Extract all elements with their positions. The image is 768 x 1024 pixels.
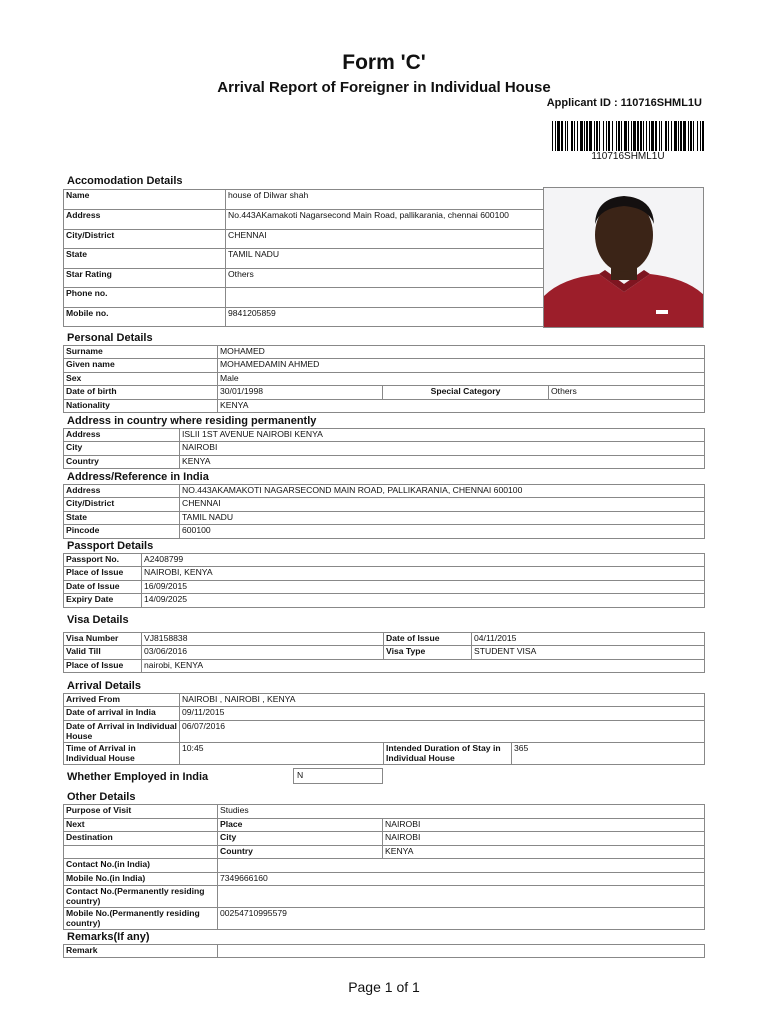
mobile-india-label: Mobile No.(in India): [64, 873, 218, 886]
section-remarks: Remarks(If any): [67, 931, 150, 943]
table-row: [64, 819, 705, 832]
other-table: [63, 804, 705, 930]
visa-place-label: Place of Issue: [64, 660, 142, 673]
table-row: [64, 512, 705, 525]
accommodation-city: CHENNAI: [226, 230, 544, 249]
contact-india-label: Contact No.(in India): [64, 859, 218, 873]
form-title: Form 'C': [342, 51, 426, 74]
special-category: Others: [549, 386, 705, 400]
surname: MOHAMED: [218, 346, 705, 359]
given-name: MOHAMEDAMIN AHMED: [218, 359, 705, 373]
mobile-perm-label: Mobile No.(Permanently residing country): [64, 908, 218, 930]
india-city: CHENNAI: [180, 498, 705, 512]
table-row: [64, 400, 705, 413]
table-row: [64, 190, 544, 210]
mobile-india: 7349666160: [218, 873, 705, 886]
accommodation-phone: [226, 288, 544, 308]
table-row: [64, 498, 705, 512]
table-row: [64, 373, 705, 386]
next-label: Next: [64, 819, 218, 832]
remarks-table: [63, 944, 705, 958]
applicant-id-label: Applicant ID :: [546, 97, 618, 109]
table-row: [64, 288, 544, 308]
applicant-id: [547, 97, 702, 109]
applicant-id-value: 110716SHML1U: [620, 97, 702, 109]
perm-city-label: City: [64, 442, 180, 456]
page-number: Page 1 of 1: [348, 979, 420, 995]
accommodation-mobile-label: Mobile no.: [64, 308, 226, 327]
next-city-label: City: [218, 832, 383, 846]
table-row: [64, 694, 705, 707]
section-passport: Passport Details: [67, 540, 154, 552]
table-row: [64, 633, 705, 646]
table-row: [64, 805, 705, 819]
stay-duration-label: Intended Duration of Stay in Individual House: [384, 743, 512, 765]
table-row: [64, 429, 705, 442]
table-row: [64, 269, 544, 288]
perm-country: KENYA: [180, 456, 705, 469]
section-arrival: Arrival Details: [67, 680, 141, 692]
table-row: [64, 230, 544, 249]
stay-duration: 365: [512, 743, 705, 765]
accommodation-star: Others: [226, 269, 544, 288]
contact-perm: [218, 886, 705, 908]
section-visa: Visa Details: [67, 614, 129, 626]
arrived-from: NAIROBI , NAIROBI , KENYA: [180, 694, 705, 707]
dob: 30/01/1998: [218, 386, 383, 400]
table-row: [64, 945, 705, 958]
visa-number: VJ8158838: [142, 633, 384, 646]
table-row: [64, 832, 705, 846]
india-state-label: State: [64, 512, 180, 525]
nationality: KENYA: [218, 400, 705, 413]
surname-label: Surname: [64, 346, 218, 359]
table-row: [64, 721, 705, 743]
visa-number-label: Visa Number: [64, 633, 142, 646]
passport-place-label: Place of Issue: [64, 567, 142, 581]
visa-issue: 04/11/2015: [472, 633, 705, 646]
accommodation-mobile: 9841205859: [226, 308, 544, 327]
india-state: TAMIL NADU: [180, 512, 705, 525]
accommodation-name: house of Dilwar shah: [226, 190, 544, 210]
passport-table: [63, 553, 705, 608]
barcode-text: 110716SHML1U: [591, 151, 665, 162]
table-row: [64, 846, 705, 859]
passport-issue: 16/09/2015: [142, 581, 705, 594]
table-row: [64, 707, 705, 721]
table-row: [64, 249, 544, 269]
visa-issue-label: Date of Issue: [384, 633, 472, 646]
visa-valid: 03/06/2016: [142, 646, 384, 660]
table-row: [64, 581, 705, 594]
contact-perm-label: Contact No.(Permanently residing country): [64, 886, 218, 908]
passport-expiry: 14/09/2025: [142, 594, 705, 608]
table-row: [64, 908, 705, 930]
personal-table: [63, 345, 705, 413]
india-address-table: [63, 484, 705, 539]
accommodation-state-label: State: [64, 249, 226, 269]
passport-expiry-label: Expiry Date: [64, 594, 142, 608]
special-category-label: Special Category: [383, 386, 549, 400]
india-address-label: Address: [64, 485, 180, 498]
accommodation-table: [63, 189, 544, 327]
arrival-table: [63, 693, 705, 765]
next-country: KENYA: [383, 846, 705, 859]
table-row: [64, 525, 705, 539]
next-country-label: Country: [218, 846, 383, 859]
table-row: [64, 886, 705, 908]
sex-label: Sex: [64, 373, 218, 386]
visa-table: [63, 632, 705, 673]
given-name-label: Given name: [64, 359, 218, 373]
arrived-from-label: Arrived From: [64, 694, 180, 707]
mobile-perm: 00254710995579: [218, 908, 705, 930]
india-pincode: 600100: [180, 525, 705, 539]
perm-country-label: Country: [64, 456, 180, 469]
dob-label: Date of birth: [64, 386, 218, 400]
next-place-label: Place: [218, 819, 383, 832]
table-row: [64, 660, 705, 673]
section-india-address: Address/Reference in India: [67, 471, 209, 483]
accommodation-address-label: Address: [64, 210, 226, 230]
table-row: [64, 386, 705, 400]
next-city: NAIROBI: [383, 832, 705, 846]
arrival-house-label: Date of Arrival in Individual House: [64, 721, 180, 743]
india-pincode-label: Pincode: [64, 525, 180, 539]
arrival-time: 10:45: [180, 743, 384, 765]
remark-label: Remark: [64, 945, 218, 958]
visa-place: nairobi, KENYA: [142, 660, 705, 673]
visa-type-label: Visa Type: [384, 646, 472, 660]
india-address: NO.443AKAMAKOTI NAGARSECOND MAIN ROAD, PALLIKARANIA, CHENNAI 600100: [180, 485, 705, 498]
employment-value: N: [293, 768, 383, 784]
purpose-label: Purpose of Visit: [64, 805, 218, 819]
purpose: Studies: [218, 805, 705, 819]
table-row: [64, 210, 544, 230]
passport-issue-label: Date of Issue: [64, 581, 142, 594]
table-row: [64, 308, 544, 327]
table-row: [64, 442, 705, 456]
section-personal: Personal Details: [67, 332, 153, 344]
passport-place: NAIROBI, KENYA: [142, 567, 705, 581]
passport-no: A2408799: [142, 554, 705, 567]
nationality-label: Nationality: [64, 400, 218, 413]
sex: Male: [218, 373, 705, 386]
table-row: [64, 346, 705, 359]
form-subtitle: Arrival Report of Foreigner in Individual House: [217, 79, 551, 96]
visa-type: STUDENT VISA: [472, 646, 705, 660]
remark: [218, 945, 705, 958]
arrival-time-label: Time of Arrival in Individual House: [64, 743, 180, 765]
accommodation-name-label: Name: [64, 190, 226, 210]
accommodation-star-label: Star Rating: [64, 269, 226, 288]
barcode-icon: [552, 121, 704, 151]
applicant-photo: [543, 187, 704, 328]
table-row: [64, 594, 705, 608]
accommodation-address: No.443AKamakoti Nagarsecond Main Road, pallikarania, chennai 600100: [226, 210, 544, 230]
table-row: [64, 485, 705, 498]
table-row: [64, 554, 705, 567]
table-row: [64, 567, 705, 581]
table-row: [64, 743, 705, 765]
perm-address: ISLII 1ST AVENUE NAIROBI KENYA: [180, 429, 705, 442]
arrival-india-label: Date of arrival in India: [64, 707, 180, 721]
section-accommodation: Accomodation Details: [67, 175, 183, 187]
table-row: [64, 859, 705, 873]
destination-label: Destination: [64, 832, 218, 846]
india-city-label: City/District: [64, 498, 180, 512]
permanent-address-table: [63, 428, 705, 469]
arrival-india: 09/11/2015: [180, 707, 705, 721]
accommodation-city-label: City/District: [64, 230, 226, 249]
perm-city: NAIROBI: [180, 442, 705, 456]
accommodation-phone-label: Phone no.: [64, 288, 226, 308]
table-row: [64, 456, 705, 469]
section-permanent-address: Address in country where residing permanently: [67, 415, 317, 427]
visa-valid-label: Valid Till: [64, 646, 142, 660]
contact-india: [218, 859, 705, 873]
passport-no-label: Passport No.: [64, 554, 142, 567]
accommodation-state: TAMIL NADU: [226, 249, 544, 269]
table-row: [64, 359, 705, 373]
arrival-house: 06/07/2016: [180, 721, 705, 743]
table-row: [64, 646, 705, 660]
perm-address-label: Address: [64, 429, 180, 442]
next-place: NAIROBI: [383, 819, 705, 832]
section-other: Other Details: [67, 791, 136, 803]
employment-label: Whether Employed in India: [67, 771, 209, 783]
table-row: [64, 873, 705, 886]
